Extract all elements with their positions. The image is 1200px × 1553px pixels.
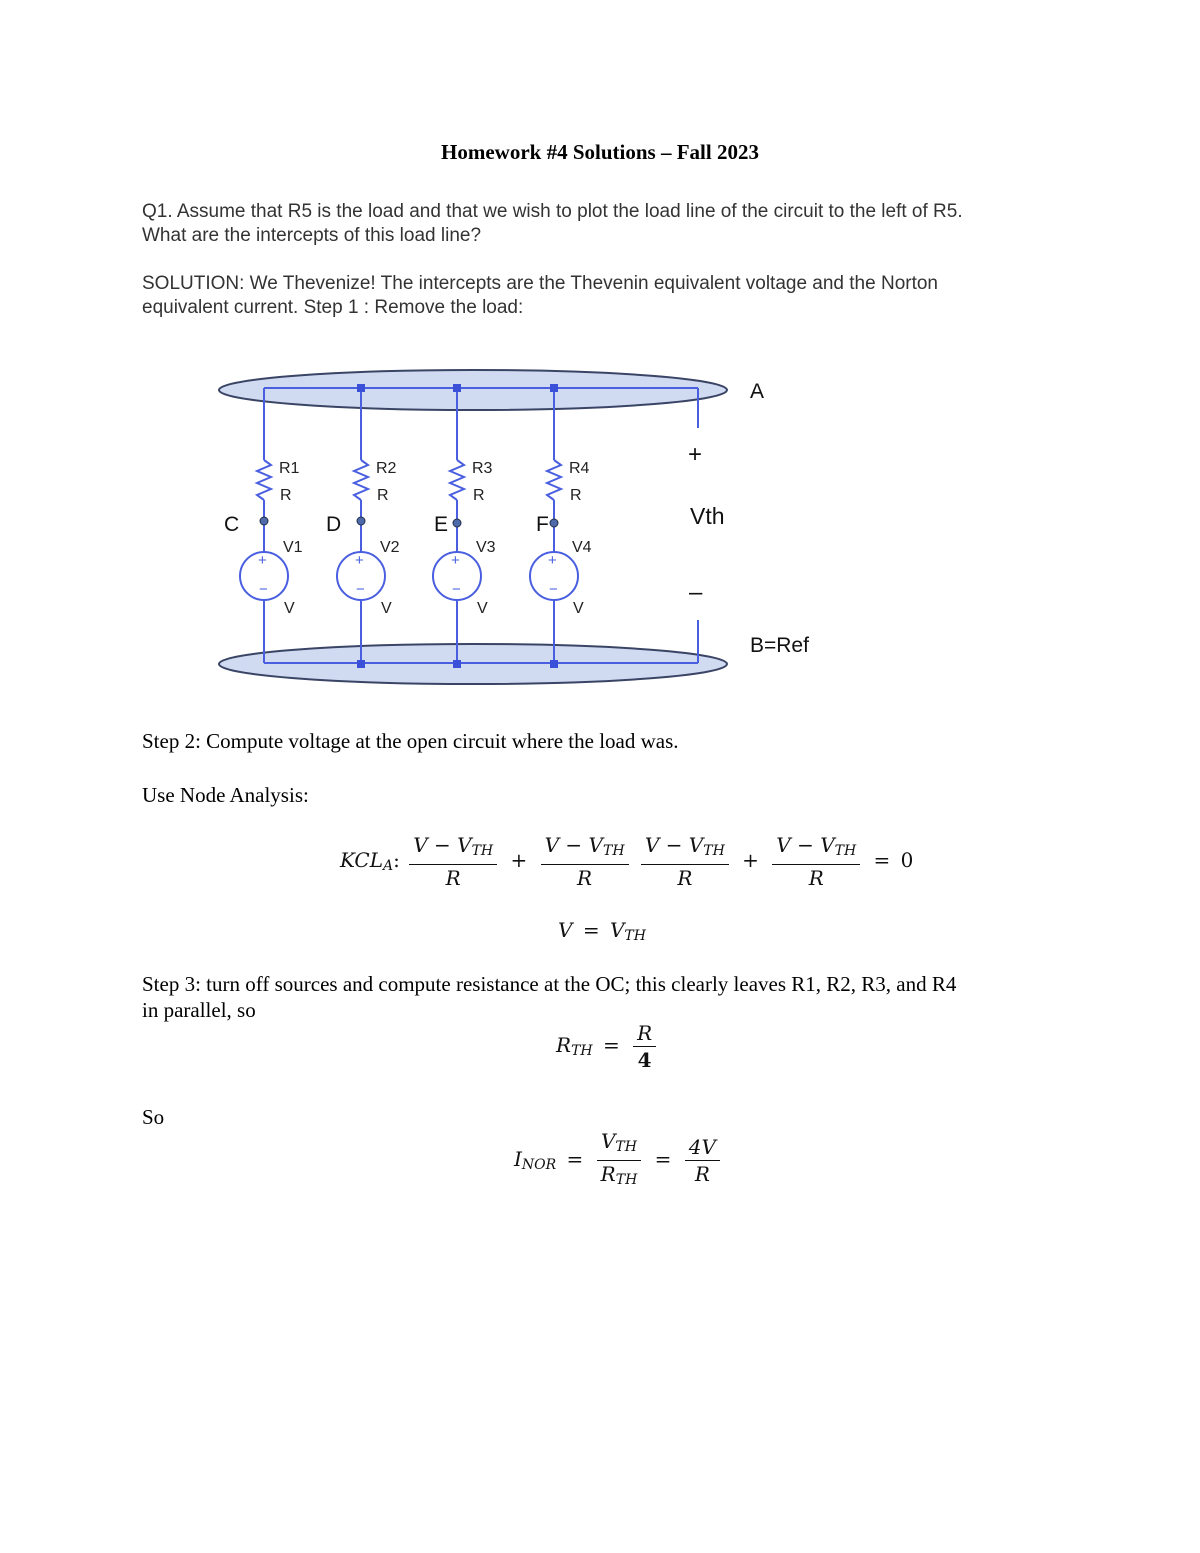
r2-name: R2: [376, 460, 397, 477]
node-f-label: F: [536, 513, 549, 536]
kcl-lhs: $KCL_A$:: [340, 848, 400, 874]
rth-equation: $R_{TH}$ = $\frac{R}{4}$: [556, 1022, 659, 1071]
v4-name: V4: [572, 539, 592, 556]
step-3-text: [142, 971, 1072, 1023]
kcl-equation: [340, 834, 913, 889]
v1-value: V: [284, 600, 295, 617]
step-3-line-2: in parallel, so: [142, 998, 256, 1022]
so-text: So: [142, 1105, 165, 1129]
svg-text:+: +: [355, 552, 364, 569]
v2-value: V: [381, 600, 392, 617]
question-1-line-2: What are the intercepts of this load line?: [142, 225, 482, 246]
kcl-term-4: $\frac{V - V_{TH}}{R}$: [772, 834, 860, 889]
vth-label: Vth: [690, 503, 725, 529]
v2-name: V2: [380, 539, 400, 556]
solution-intro: [142, 272, 1072, 320]
r3-name: R3: [472, 460, 493, 477]
node-e-dot: [453, 519, 461, 527]
r1-value: R: [280, 487, 292, 504]
question-1-line-1: Q1. Assume that R5 is the load and that we wish to plot the load line of the circuit to the left of R5.: [142, 201, 963, 222]
document-title: Homework #4 Solutions – Fall 2023: [441, 140, 759, 164]
r4-value: R: [570, 487, 582, 504]
circuit-diagram: [0, 350, 1200, 700]
node-analysis-text: Use Node Analysis:: [142, 783, 309, 807]
svg-text:+: +: [258, 552, 267, 569]
step-2-text: Step 2: Compute voltage at the open circuit where the load was.: [142, 729, 679, 753]
v3-name: V3: [476, 539, 496, 556]
node-b-label: B=Ref: [750, 634, 809, 657]
v-equals-vth-equation: $V = V_{TH}$: [558, 918, 646, 944]
node-f-dot: [550, 519, 558, 527]
node-e-label: E: [434, 513, 449, 536]
svg-text:+: +: [548, 552, 557, 569]
solution-line-2: equivalent current. Step 1 : Remove the load:: [142, 297, 524, 318]
r3-value: R: [473, 487, 485, 504]
svg-text:+: +: [451, 552, 460, 569]
question-1: [142, 200, 1072, 248]
v1-name: V1: [283, 539, 303, 556]
r4-name: R4: [569, 460, 590, 477]
r2-value: R: [377, 487, 389, 504]
kcl-term-3: $\frac{V - V_{TH}}{R}$: [641, 834, 729, 889]
svg-text:−: −: [452, 581, 461, 598]
kcl-zero: 0: [900, 848, 914, 872]
svg-text:−: −: [259, 581, 268, 598]
node-d-dot: [357, 517, 365, 525]
vth-plus: +: [688, 441, 703, 468]
v3-value: V: [477, 600, 488, 617]
kcl-term-2: $\frac{V - V_{TH}}{R}$: [541, 834, 629, 889]
kcl-equals: =: [873, 848, 891, 872]
node-c-dot: [260, 517, 268, 525]
inor-equation: $I_{NOR}$ = $\frac{V_{TH}}{R_{TH}}$ = $\frac{4V}{R}$: [514, 1130, 723, 1191]
solution-line-1: SOLUTION: We Thevenize! The intercepts are the Thevenin equivalent voltage and the Norton: [142, 273, 938, 294]
kcl-plus-2: +: [742, 848, 759, 872]
svg-text:−: −: [356, 581, 365, 598]
vth-minus: –: [689, 579, 703, 606]
node-d-label: D: [326, 513, 342, 536]
r1-name: R1: [279, 460, 300, 477]
top-bus-ellipse: [219, 370, 727, 410]
kcl-plus-1: +: [510, 848, 528, 872]
node-c-label: C: [224, 513, 240, 536]
step-3-line-1: Step 3: turn off sources and compute resistance at the OC; this clearly leaves R1, R2, R3, and R4: [142, 972, 957, 996]
v4-value: V: [573, 600, 584, 617]
node-a-label: A: [750, 380, 765, 403]
kcl-term-1: $\frac{V - V_{TH}}{R}$: [409, 834, 497, 889]
svg-text:−: −: [549, 581, 558, 598]
